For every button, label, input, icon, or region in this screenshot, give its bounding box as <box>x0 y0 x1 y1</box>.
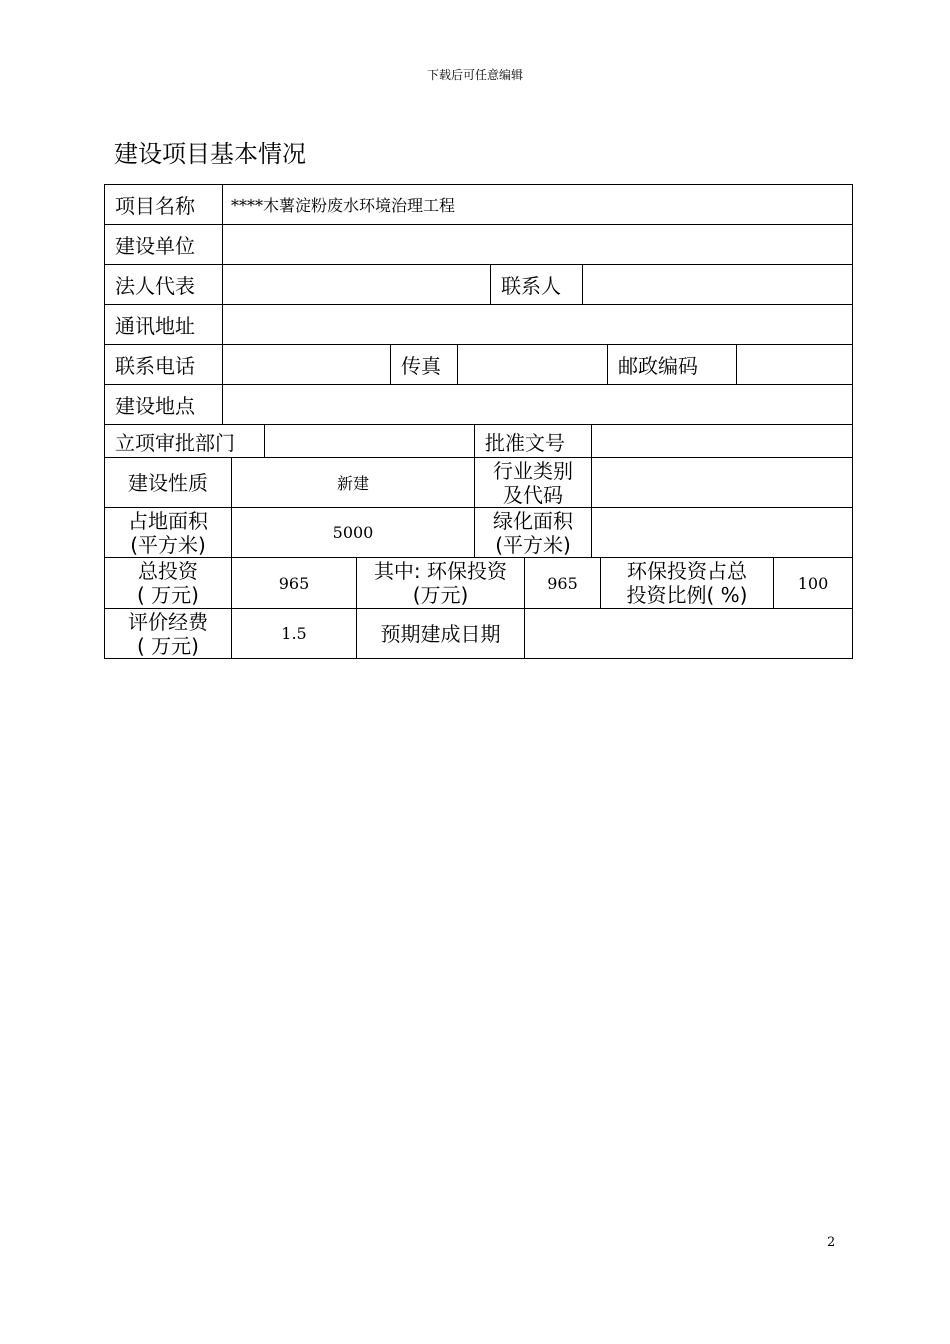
area-label-line1: 占地面积 <box>128 508 208 533</box>
eval-fee-label <box>105 609 231 658</box>
total-investment-label-line2: ( 万元) <box>137 583 199 607</box>
completion-date-value <box>524 609 852 658</box>
legal-rep-value <box>222 265 490 304</box>
section-title: 建设项目基本情况 <box>114 140 306 168</box>
builder-label: 建设单位 <box>115 234 195 258</box>
area-label-line2: (平方米) <box>130 532 206 557</box>
header-note: 下载后可任意编辑 <box>426 68 523 82</box>
area-label <box>105 508 231 557</box>
industry-label <box>474 458 591 507</box>
builder-value <box>222 225 852 264</box>
page-number: 2 <box>827 1235 836 1250</box>
postcode-value <box>736 345 852 384</box>
table-row <box>104 264 853 304</box>
table-row <box>104 384 853 424</box>
env-investment-value: 965 <box>524 558 600 608</box>
eval-fee-label-line1: 评价经费 <box>128 609 208 634</box>
table-row <box>104 457 853 507</box>
project-name-label: 项目名称 <box>115 194 195 218</box>
industry-label-line1: 行业类别 <box>493 458 573 483</box>
env-ratio-label-line1: 环保投资占总 <box>627 559 747 583</box>
phone-label: 联系电话 <box>115 354 195 378</box>
fax-value <box>457 345 607 384</box>
total-investment-label <box>105 558 231 608</box>
table-row <box>104 224 853 264</box>
approval-dept-label: 立项审批部门 <box>115 430 235 455</box>
total-investment-value: 965 <box>231 558 356 608</box>
approval-dept-value <box>264 425 474 457</box>
env-investment-label-line2: (万元) <box>412 583 469 607</box>
site-label: 建设地点 <box>115 394 195 418</box>
nature-label: 建设性质 <box>128 470 208 495</box>
industry-label-line2: 及代码 <box>503 482 563 507</box>
approval-no-value <box>591 425 852 457</box>
address-label: 通讯地址 <box>115 314 195 338</box>
fax-label: 传真 <box>390 345 457 384</box>
total-investment-label-line1: 总投资 <box>138 559 198 583</box>
table-row <box>104 507 853 557</box>
legal-rep-label: 法人代表 <box>115 274 195 298</box>
env-ratio-value: 100 <box>773 558 852 608</box>
project-name-value: ****木薯淀粉废水环境治理工程 <box>222 185 852 224</box>
site-value <box>222 385 852 424</box>
table-row <box>104 557 853 608</box>
table-row <box>104 424 853 457</box>
table-row <box>104 304 853 344</box>
contact-value <box>582 265 852 304</box>
green-label-line1: 绿化面积 <box>493 508 573 533</box>
green-value <box>591 508 852 557</box>
completion-date-label: 预期建成日期 <box>356 609 524 658</box>
table-row <box>104 608 853 659</box>
table-row <box>104 184 853 224</box>
env-investment-label-line1: 其中: 环保投资 <box>373 559 508 583</box>
contact-label: 联系人 <box>490 265 582 304</box>
env-ratio-label <box>600 558 773 608</box>
industry-value <box>591 458 852 507</box>
green-label <box>474 508 591 557</box>
env-investment-label <box>356 558 524 608</box>
address-value <box>222 305 852 344</box>
eval-fee-label-line2: ( 万元) <box>137 633 199 658</box>
env-ratio-label-line2: 投资比例( %) <box>626 583 748 607</box>
table-row <box>104 344 853 384</box>
area-value: 5000 <box>231 508 474 557</box>
phone-value <box>222 345 390 384</box>
postcode-label: 邮政编码 <box>607 345 736 384</box>
green-label-line2: (平方米) <box>495 532 571 557</box>
approval-no-label: 批准文号 <box>474 425 591 457</box>
eval-fee-value: 1.5 <box>231 609 356 658</box>
nature-value: 新建 <box>231 458 474 507</box>
